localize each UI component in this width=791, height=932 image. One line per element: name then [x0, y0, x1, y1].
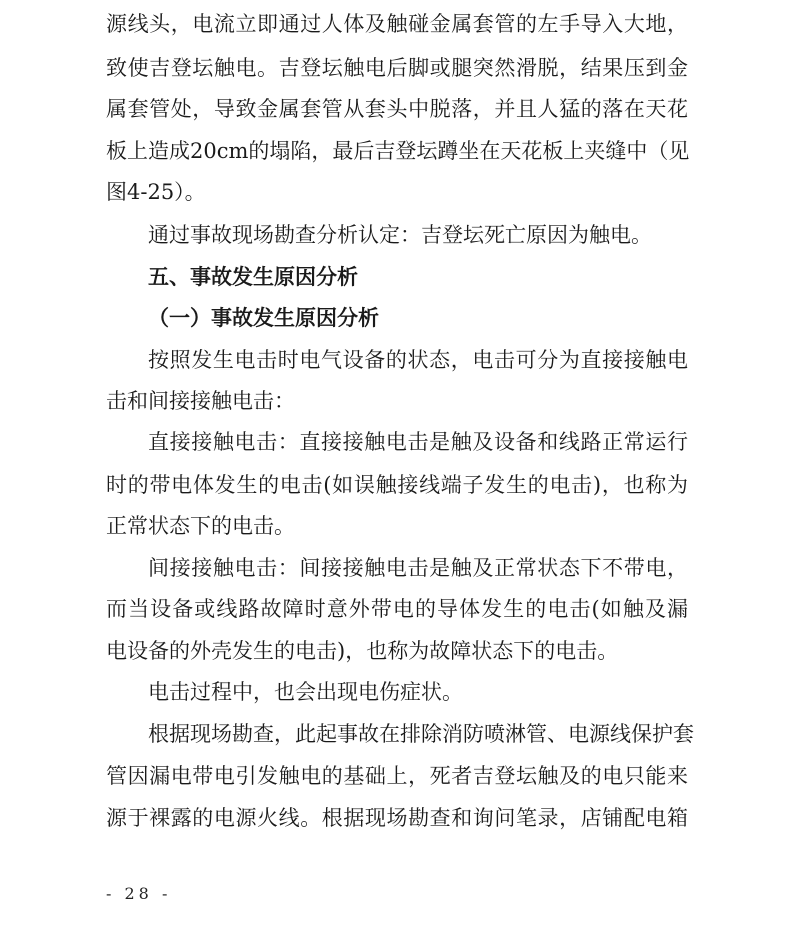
page-number: - 28 - — [106, 884, 172, 903]
paragraph-line: 管因漏电带电引发触电的基础上，死者吉登坛触及的电只能来 — [106, 764, 688, 788]
paragraph-line: 按照发生电击时电气设备的状态，电击可分为直接接触电 — [148, 348, 688, 372]
section-heading: 五、事故发生原因分析 — [148, 264, 358, 289]
paragraph-line: 时的带电体发生的电击(如误触接线端子发生的电击)，也称为 — [106, 473, 688, 497]
paragraph-line: 直接接触电击：直接接触电击是触及设备和线路正常运行 — [148, 430, 688, 454]
subsection-heading: （一）事故发生原因分析 — [148, 305, 379, 330]
paragraph-line: 根据现场勘查，此起事故在排除消防喷淋管、电源线保护套 — [148, 722, 694, 746]
paragraph-line: 源于裸露的电源火线。根据现场勘查和询问笔录，店铺配电箱 — [106, 806, 688, 830]
paragraph-line: 电设备的外壳发生的电击)，也称为故障状态下的电击。 — [106, 639, 619, 663]
paragraph-line: 击和间接接触电击： — [106, 389, 295, 413]
paragraph-line: 图4-25）。 — [106, 180, 206, 204]
paragraph-line: 致使吉登坛触电。吉登坛触电后脚或腿突然滑脱，结果压到金 — [106, 56, 688, 80]
paragraph-line: 电击过程中，也会出现电伤症状。 — [148, 680, 463, 704]
paragraph-line: 通过事故现场勘查分析认定：吉登坛死亡原因为触电。 — [148, 223, 652, 247]
paragraph-line: 源线头，电流立即通过人体及触碰金属套管的左手导入大地， — [106, 12, 688, 36]
paragraph-line: 而当设备或线路故障时意外带电的导体发生的电击(如触及漏 — [106, 597, 688, 621]
paragraph-line: 属套管处，导致金属套管从套头中脱落，并且人猛的落在天花 — [106, 97, 688, 121]
paragraph-line: 正常状态下的电击。 — [106, 514, 295, 538]
paragraph-line: 间接接触电击：间接接触电击是触及正常状态下不带电， — [148, 556, 688, 580]
paragraph-line: 板上造成20cm的塌陷，最后吉登坛蹲坐在天花板上夹缝中（见 — [106, 139, 690, 163]
